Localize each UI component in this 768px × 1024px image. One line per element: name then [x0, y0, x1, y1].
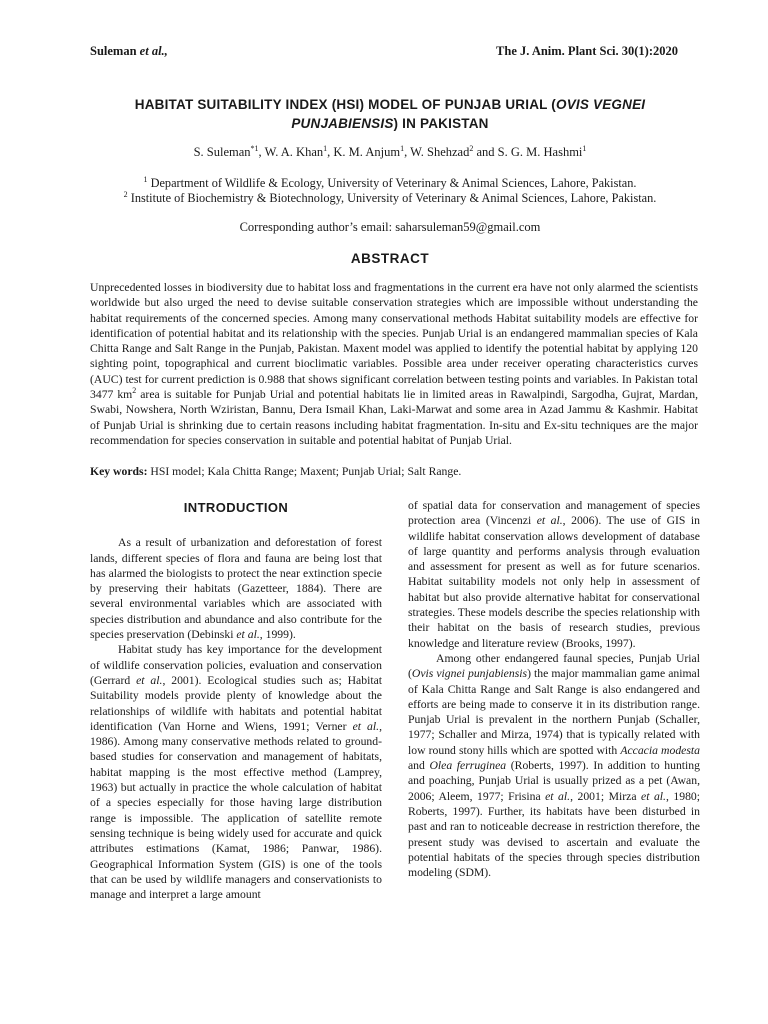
intro-paragraph-4: Among other endangered faunal species, Punjab Urial (Ovis vignei punjabiensis) the major mammalian game animal of Kala Chitta Range and Salt Range is also endangered and efforts are being made to conserve it in its distribution range. Punjab Urial is prevalent in the northern Punjab (Schaller, 1977; Schaller and Mirza, 1974) that is typically related with low round stony hills which are spotted with Accacia modesta and Olea ferruginea (Roberts, 1997). In addition to hunting and poaching, Punjab Urial is usually prized as a pet (Awan, 2006; Aleem, 1977; Frisina et al., 2001; Mirza et al., 1980; Roberts, 1997). Further, its habitats have been disturbed in past and ran to noticeable decrease in restriction therefore, the present study was devised to ascertain and evaluate the potential habitats of the species through species distribution modeling (SDM). — [408, 651, 701, 880]
affiliation-2: $^2$ Institute of Biochemistry & Biotechnology, University of Veterinary & Animal Sciences, Lahore, Pakistan. — [123, 189, 657, 205]
keywords: Key words: HSI model; Kala Chitta Range; Maxent; Punjab Urial; Salt Range. — [90, 465, 462, 478]
author-list: S. Suleman$^{*1}$, W. A. Khan$^1$, K. M. Anjum$^1$, W. Shehzad$^2$ and S. G. M. Hashmi$^1$ — [193, 143, 587, 159]
abstract-heading: ABSTRACT — [350, 251, 430, 266]
intro-paragraph-1: As a result of urbanization and deforestation of forest lands, different species of flora and fauna are being lost that has alarmed the biologists to protect the near extinction specie by preserving their habitats (Gazetteer, 1884). There are several environmental variables which are associated with species distribution and abundance and also contribute for the species preservation (Debinski et al., 1999). — [90, 536, 382, 642]
paper-title: HABITAT SUITABILITY INDEX (HSI) MODEL OF PUNJAB URIAL (OVIS VEGNEI PUNJABIENSIS) IN PAKISTAN — [134, 97, 646, 131]
running-head-authors: Suleman et al., — [90, 44, 168, 58]
right-column — [408, 498, 700, 880]
abstract-body: Unprecedented losses in biodiversity due to habitat loss and fragmentations in the current era have not only alarmed the scientists worldwide but also urged the need to devise suitable conservation strategies which are impossible without understanding the habitat requirements of the concerned species. Among many conservational methods Habitat suitability models are effective for identification of potential habitat and its relationship with the species. Punjab Urial is an endangered mammalian species of Kala Chitta Range and Salt Range in the Punjab, Pakistan. Maxent model was applied to identify the potential habitat by applying 120 sighting point, topographical and current bioclimatic variables. Possible area under receiver operating characteristics curves (AUC) test for current prediction is 0.988 that shows significant correlation between testing points and variables. In Pakistan total 3477 $km^2$ area is suitable for Punjab Urial and potential habitats lie in limited areas in Rawalpindi, Sargodha, Gujrat, Mardan, Swabi, Nowshera, North Wziristan, Bannu, Dera Ismail Khan, Laki-Marwat and some area in Azad Jammu & Kashmir. Habitat of Punjab Urial is shrinking due to certain reasons including habitat fragmentation. In-situ and Ex-situ techniques are the major recommendation for species conservation in suitable and potential habitat of Punjab Urial. — [90, 281, 699, 447]
affiliation-1: $^1$ Department of Wildlife & Ecology, University of Veterinary & Animal Sciences, Lahore, Pakistan. — [143, 174, 637, 190]
introduction-heading: INTRODUCTION — [183, 500, 289, 515]
left-column — [90, 498, 382, 902]
intro-paragraph-2: Habitat study has key importance for the development of wildlife conservation policies, evaluation and conservation (Gerrard et al., 2001). Ecological studies such as; Habitat Suitability models provide plenty of knowledge about the relationships of wildlife with habitats and potential habitat identification (Van Horne and Wiens, 1991; Verner et al., 1986). Among many conservative methods related to ground-based studies for conservation and management of habitats, habitat mapping is the most effective method (Lamprey, 1963) but actually in practice the whole calculation of habitat of a species especially for those having large distribution range is impossible. The application of satellite remote sensing technique is being widely used for accurate and quick attributes estimations (Kamat, 1986; Panwar, 1986). Geographical Information System (GIS) is one of the tools that can be used by wildlife managers and conservationists to manage and interpret a large amount — [90, 643, 383, 902]
running-head-journal: The J. Anim. Plant Sci. 30(1):2020 — [496, 44, 678, 58]
corresponding-email: Corresponding author’s email: saharsuleman59@gmail.com — [239, 220, 541, 234]
intro-paragraph-3: of spatial data for conservation and management of species protection area (Vincenzi et al., 2006). The use of GIS in wildlife habitat conservation allows development of database of large quantity and performs analysis through evaluation and assessment for present as well as for future scenarios. Habitat suitability models not only help in assessment of habitat but also provide alternative habitat for conservational strategies. These models describe the species relationship with their habitat on the basis of research studies, previous knowledge and literature review (Brooks, 1997). — [408, 499, 700, 650]
